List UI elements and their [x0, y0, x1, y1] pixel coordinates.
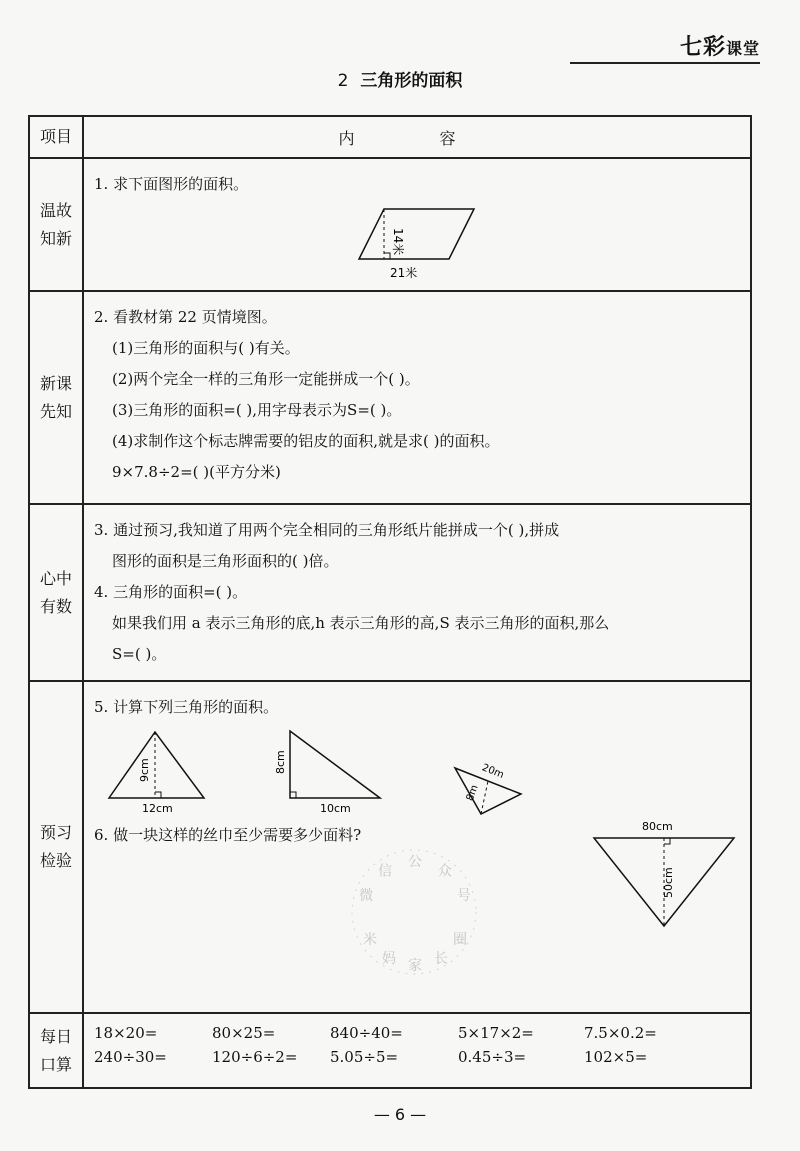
calc-item: 120÷6÷2= — [212, 1048, 298, 1066]
section-label-daily: 每日 口算 — [29, 1013, 83, 1088]
section-check — [29, 681, 751, 1013]
triangle-3-height-label: 8m — [464, 783, 481, 803]
parallelogram-height-label: 14米 — [391, 228, 405, 256]
triangle-3-base-label: 20m — [480, 762, 506, 781]
stamp-char: 圈 — [453, 932, 468, 948]
parallelogram-figure — [354, 204, 494, 286]
header-row — [29, 116, 751, 158]
scarf-height-label: 50cm — [662, 867, 675, 898]
section-preview — [29, 291, 751, 504]
section-daily-calc — [29, 1013, 751, 1088]
triangle-2-base-label: 10cm — [320, 802, 351, 815]
triangle-1-height-label: 9cm — [138, 758, 151, 782]
q2-line: (2)两个完全一样的三角形一定能拼成一个( )。 — [112, 370, 420, 388]
q3-line: 图形的面积是三角形面积的( )倍。 — [112, 552, 339, 570]
calc-item: 5.05÷5= — [330, 1048, 399, 1066]
calc-item: 240÷30= — [94, 1048, 167, 1066]
section-content-review — [83, 158, 751, 291]
section-label-preview: 新课 先知 — [29, 291, 83, 504]
stamp-char: 微 — [359, 888, 374, 905]
brand-underline — [570, 62, 760, 64]
stamp-char: 长 — [434, 951, 448, 968]
stamp-char: 信 — [378, 863, 393, 880]
triangle-3-figure — [449, 754, 539, 819]
q4-line: S=( )。 — [112, 645, 167, 663]
brand-text: 七彩 — [679, 34, 726, 60]
stamp-char: 妈 — [382, 951, 396, 968]
stamp-char: 家 — [408, 958, 422, 974]
calc-item: 5×17×2= — [458, 1024, 534, 1042]
page-title — [0, 66, 800, 91]
section-content-understand — [83, 504, 751, 681]
q2-line: (1)三角形的面积与( )有关。 — [112, 339, 300, 357]
section-label-check: 预习 检验 — [29, 681, 83, 1013]
stamp-char: 公 — [408, 854, 422, 870]
header-content: 内 容 — [83, 116, 751, 158]
q2-line: (4)求制作这个标志牌需要的铝皮的面积,就是求( )的面积。 — [112, 432, 500, 450]
q6-text: 6. 做一块这样的丝巾至少需要多少面料? — [94, 826, 362, 844]
page-number: — 6 — — [373, 1105, 427, 1124]
section-content-preview — [83, 291, 751, 504]
calc-item: 102×5= — [584, 1048, 648, 1066]
section-understand — [29, 504, 751, 681]
calc-item: 7.5×0.2= — [584, 1024, 657, 1042]
daily-calc-grid — [94, 1022, 740, 1066]
q5-text: 5. 计算下列三角形的面积。 — [94, 698, 279, 716]
header-item: 项目 — [29, 116, 83, 158]
stamp-char: 号 — [456, 888, 471, 905]
q2-line: 9×7.8÷2=( )(平方分米) — [112, 463, 281, 481]
q1-text: 1. 求下面图形的面积。 — [94, 175, 249, 193]
section-content-daily — [83, 1013, 751, 1088]
title-text: 三角形的面积 — [360, 71, 463, 91]
stamp-char: 米 — [362, 932, 377, 948]
brand-suffix: 课堂 — [725, 39, 760, 58]
section-label-review: 温故 知新 — [29, 158, 83, 291]
title-number: 2 — [337, 71, 349, 91]
q2-line: 2. 看教材第 22 页情境图。 — [94, 308, 277, 326]
triangle-1-base-label: 12cm — [142, 802, 173, 815]
section-label-understand: 心中 有数 — [29, 504, 83, 681]
triangle-1-figure — [104, 726, 224, 816]
calc-item: 0.45÷3= — [458, 1048, 527, 1066]
section-content-check — [83, 681, 751, 1013]
calc-item: 80×25= — [212, 1024, 276, 1042]
section-review — [29, 158, 751, 291]
triangle-2-figure — [272, 726, 392, 816]
calc-item: 18×20= — [94, 1024, 158, 1042]
q2-line: (3)三角形的面积=( ),用字母表示为S=( )。 — [112, 401, 402, 419]
triangle-2-height-label: 8cm — [274, 750, 287, 774]
q4-line: 如果我们用 a 表示三角形的底,h 表示三角形的高,S 表示三角形的面积,那么 — [112, 614, 610, 632]
calc-item: 840÷40= — [330, 1024, 403, 1042]
watermark-stamp — [334, 832, 494, 992]
scarf-triangle-figure — [584, 818, 754, 938]
worksheet-table — [28, 115, 752, 1089]
stamp-char: 众 — [437, 863, 452, 880]
q4-line: 4. 三角形的面积=( )。 — [94, 583, 248, 601]
scarf-width-label: 80cm — [642, 820, 673, 833]
brand-logo — [680, 30, 760, 61]
parallelogram-base-label: 21米 — [390, 266, 418, 280]
q3-line: 3. 通过预习,我知道了用两个完全相同的三角形纸片能拼成一个( ),拼成 — [94, 521, 560, 539]
